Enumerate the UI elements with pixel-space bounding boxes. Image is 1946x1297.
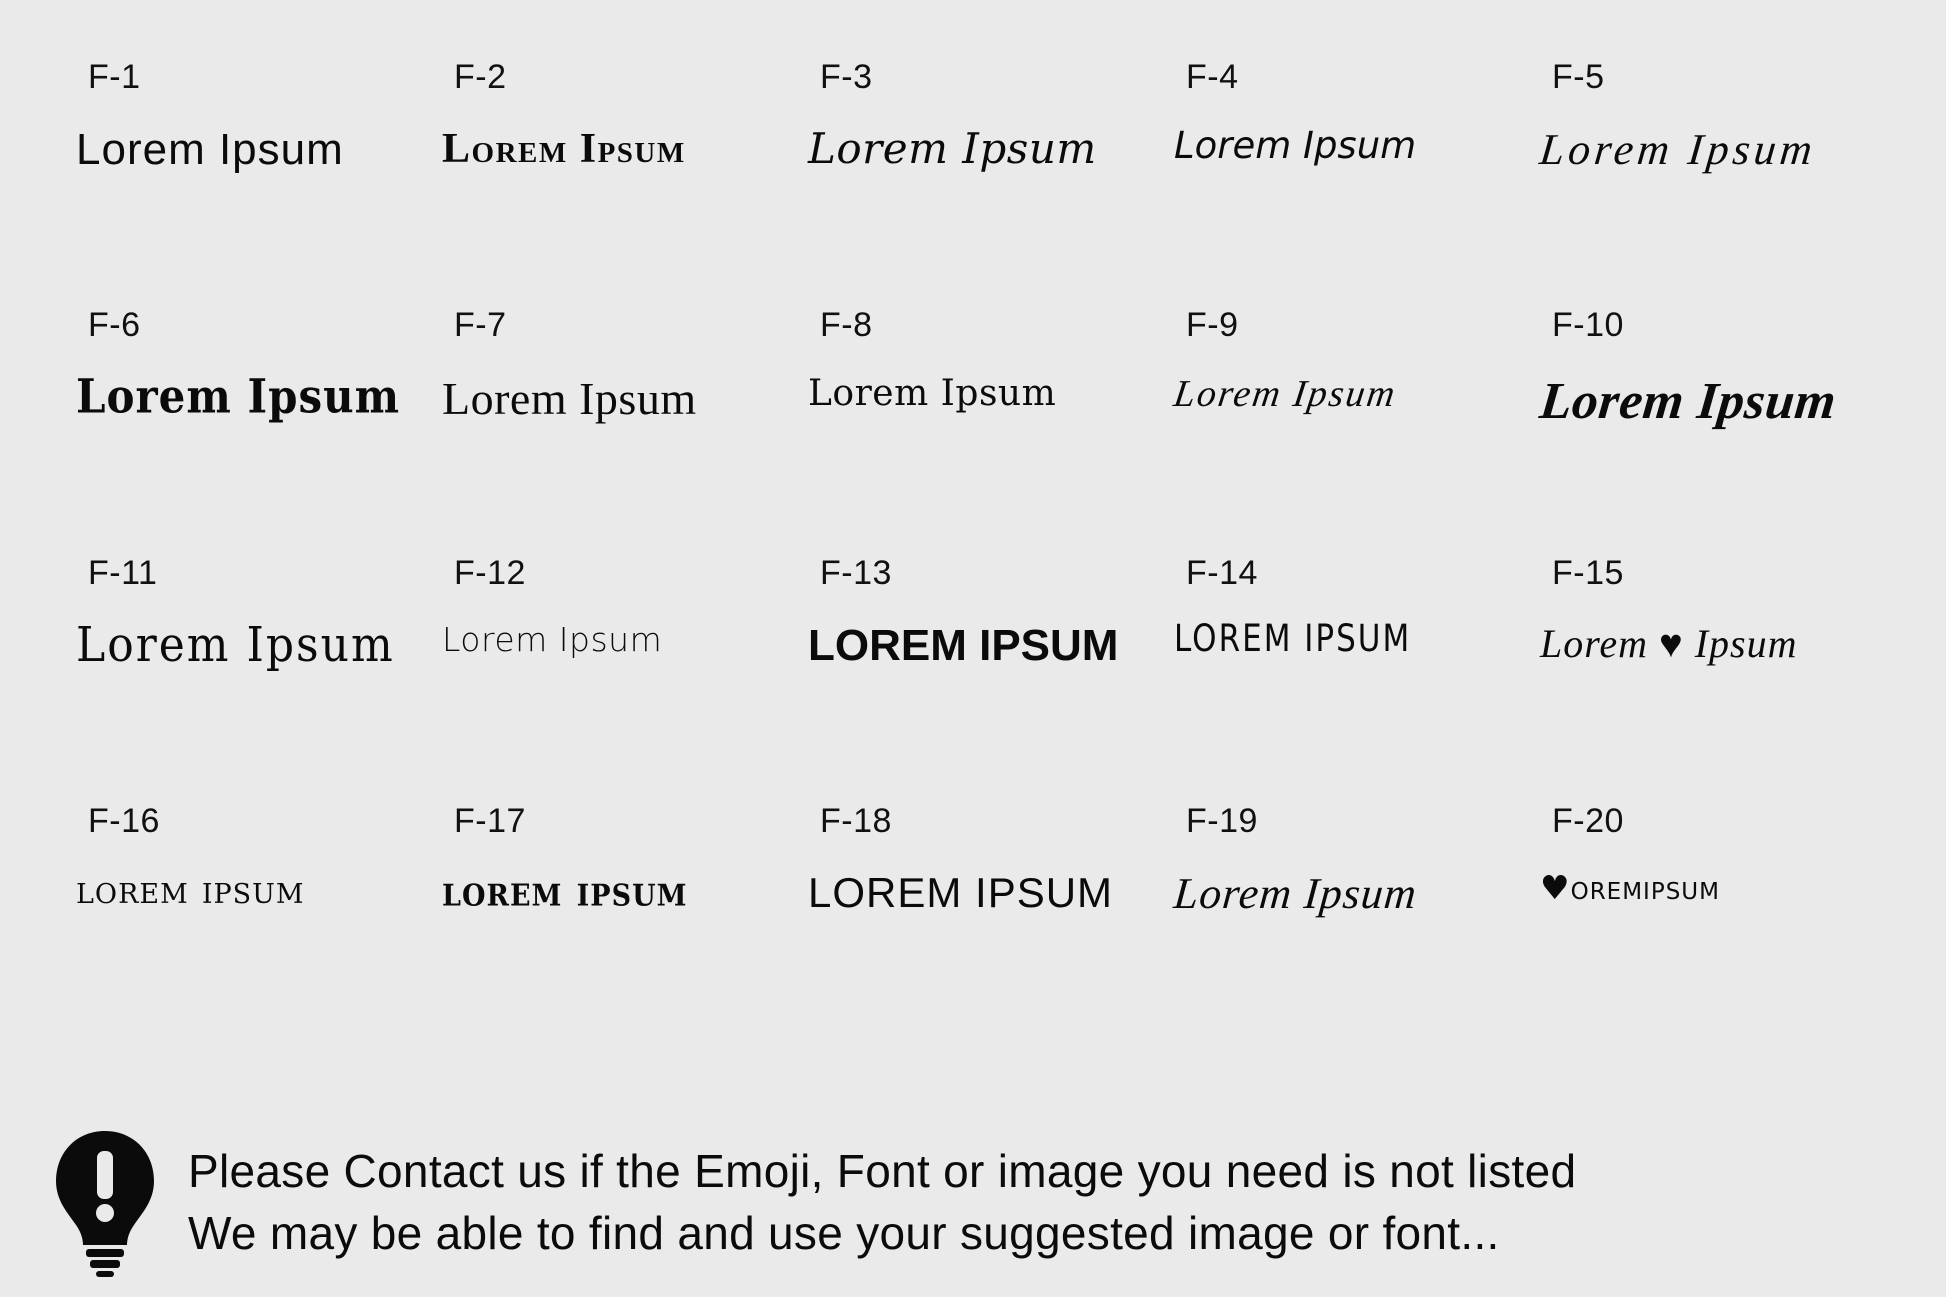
font-cell-f10[interactable] — [1534, 278, 1900, 526]
font-cell-f4[interactable] — [1168, 30, 1534, 278]
font-code: F-3 — [820, 58, 873, 96]
font-cell-f19[interactable] — [1168, 774, 1534, 1022]
font-sample: Lorem Ipsum — [76, 617, 395, 673]
font-sample: Lorem Ipsum — [442, 620, 663, 659]
font-code: F-7 — [454, 306, 507, 344]
font-sample: Lorem Ipsum — [1171, 869, 1420, 918]
font-cell-f17[interactable] — [436, 774, 802, 1022]
font-cell-f16[interactable] — [70, 774, 436, 1022]
font-code: F-6 — [88, 306, 141, 344]
font-sample: Lorem Ipsum — [442, 126, 686, 172]
font-sample: Lorem Ipsum — [442, 373, 697, 424]
footer-note — [50, 1127, 1900, 1277]
font-sample: Lorem Ipsum — [76, 125, 344, 174]
font-code: F-17 — [454, 802, 526, 840]
font-sample: Lorem Ipsum — [1171, 373, 1400, 415]
font-code: F-5 — [1552, 58, 1605, 96]
font-cell-f5[interactable] — [1534, 30, 1900, 278]
font-code: F-1 — [88, 58, 141, 96]
font-sample: lorem ipsum — [442, 865, 688, 916]
font-sample: LOREM IPSUM — [808, 869, 1114, 916]
font-code: F-15 — [1552, 554, 1624, 592]
font-code: F-18 — [820, 802, 892, 840]
font-code: F-4 — [1186, 58, 1239, 96]
font-code: F-20 — [1552, 802, 1624, 840]
font-sample: Lorem Ipsum — [1537, 373, 1839, 430]
font-cell-f14[interactable] — [1168, 526, 1534, 774]
font-cell-f13[interactable] — [802, 526, 1168, 774]
font-cell-f8[interactable] — [802, 278, 1168, 526]
font-cell-f18[interactable] — [802, 774, 1168, 1022]
font-cell-f20[interactable] — [1534, 774, 1900, 1022]
font-code: F-9 — [1186, 306, 1239, 344]
footer-line-1: Please Contact us if the Emoji, Font or image you need is not listed — [188, 1144, 1577, 1197]
exclamation-bulb-icon — [50, 1127, 160, 1277]
font-sample: Lorem ♥ Ipsum — [1540, 621, 1798, 666]
font-code: F-19 — [1186, 802, 1258, 840]
font-cell-f15[interactable] — [1534, 526, 1900, 774]
font-grid — [70, 30, 1900, 1022]
font-code: F-13 — [820, 554, 892, 592]
font-cell-f11[interactable] — [70, 526, 436, 774]
font-code: F-12 — [454, 554, 526, 592]
font-cell-f9[interactable] — [1168, 278, 1534, 526]
font-sample: Lorem Ipsum — [76, 368, 401, 424]
font-code: F-10 — [1552, 306, 1624, 344]
font-cell-f3[interactable] — [802, 30, 1168, 278]
font-sample: Lorem Ipsum — [1537, 125, 1819, 174]
font-code: F-2 — [454, 58, 507, 96]
font-cell-f12[interactable] — [436, 526, 802, 774]
font-code: F-16 — [88, 802, 160, 840]
font-sample: LOREM IPSUM — [1174, 617, 1412, 661]
footer-line-2: We may be able to find and use your suggested image or font... — [188, 1207, 1500, 1259]
font-code: F-14 — [1186, 554, 1258, 592]
font-cell-f7[interactable] — [436, 278, 802, 526]
font-sample: LOREM IPSUM — [808, 621, 1119, 670]
font-cell-f2[interactable] — [436, 30, 802, 278]
font-sample: Lorem Ipsum — [808, 124, 1097, 173]
font-sample: lorem ipsum — [76, 868, 305, 912]
font-code: F-8 — [820, 306, 873, 344]
footer-text — [188, 1140, 1576, 1264]
font-code: F-11 — [88, 554, 158, 592]
font-cell-f6[interactable] — [70, 278, 436, 526]
font-cell-f1[interactable] — [70, 30, 436, 278]
font-sample: ♥oremipsum — [1540, 868, 1720, 907]
font-sample: Lorem Ipsum — [1174, 124, 1417, 167]
font-sample: Lorem Ipsum — [808, 373, 1057, 414]
